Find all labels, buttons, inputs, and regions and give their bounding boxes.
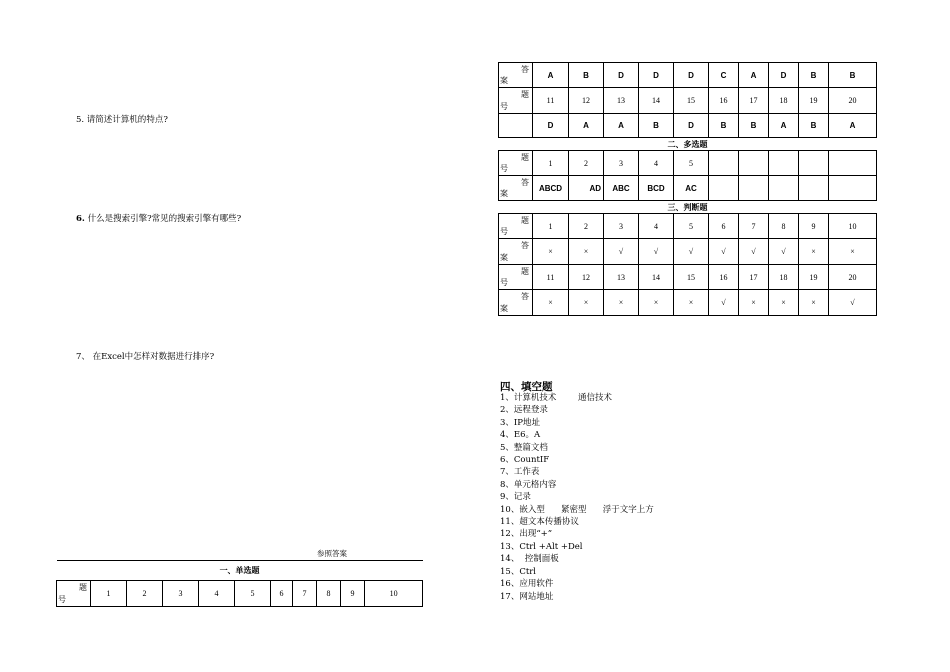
list-item: 3、IP地址: [500, 417, 540, 428]
table-cell: 1: [533, 214, 569, 239]
table-cell: 12: [569, 88, 604, 114]
table-cell: 13: [604, 88, 639, 114]
table-cell: ×: [569, 239, 604, 265]
table-cell: A: [604, 114, 639, 138]
table-cell: √: [674, 239, 709, 265]
table-cell: D: [533, 114, 569, 138]
table-cell: ×: [533, 290, 569, 316]
table-cell: 17: [739, 265, 769, 290]
table-cell: 19: [799, 88, 829, 114]
row-header-number: 题 号: [499, 214, 533, 239]
question-5: 5. 请简述计算机的特点?: [76, 115, 168, 125]
table-row: [499, 239, 877, 265]
fill-in-answer-list: [500, 392, 654, 603]
table-cell: 6: [271, 581, 293, 607]
table-cell: [499, 114, 533, 138]
table-cell: ×: [569, 290, 604, 316]
table-cell: 5: [674, 151, 709, 176]
table-cell: √: [639, 239, 674, 265]
table-cell: √: [829, 290, 877, 316]
table-cell: 3: [604, 151, 639, 176]
table-cell: 7: [293, 581, 317, 607]
section3-title: 三、判断题: [499, 201, 877, 214]
row-header-number: 题 号: [499, 265, 533, 290]
list-item: 11、超文本传播协议: [500, 517, 579, 528]
table-cell: 19: [799, 265, 829, 290]
table-cell: D: [769, 63, 799, 88]
row-header-number: 题 号: [499, 88, 533, 114]
table-cell: ×: [799, 290, 829, 316]
table-cell: 15: [674, 88, 709, 114]
table-cell: √: [739, 239, 769, 265]
table-cell: [709, 151, 739, 176]
list-item: 6、CountIF: [500, 455, 550, 466]
table-cell: 14: [639, 88, 674, 114]
table-cell: AC: [674, 176, 709, 201]
table-cell: 4: [639, 214, 674, 239]
table-cell: [829, 176, 877, 201]
list-item: 15、Ctrl: [500, 566, 537, 577]
table-cell: [829, 151, 877, 176]
table-cell: B: [799, 63, 829, 88]
table-row: [499, 151, 877, 176]
row-header-answer: 答 案: [499, 290, 533, 316]
list-item: 1、计算机技术 通信技术: [500, 393, 613, 403]
table-row: [499, 176, 877, 201]
table-row: [499, 63, 877, 88]
section2-title: 二、多选题: [499, 138, 877, 151]
table-cell: 2: [569, 151, 604, 176]
question-6-text: 什么是搜索引擎?常见的搜索引擎有哪些?: [84, 214, 242, 224]
table-cell: [769, 176, 799, 201]
table-cell: 18: [769, 88, 799, 114]
list-item: 17、网站地址: [500, 591, 554, 602]
table-cell: A: [533, 63, 569, 88]
single-choice-table-start: [56, 560, 423, 607]
table-cell: ABC: [604, 176, 639, 201]
table-cell: 3: [163, 581, 199, 607]
question-6-number: 6.: [76, 214, 85, 224]
table-cell: B: [569, 63, 604, 88]
table-cell: 10: [365, 581, 423, 607]
list-item: 2、远程登录: [500, 405, 548, 416]
table-cell: 9: [341, 581, 365, 607]
table-cell: ×: [739, 290, 769, 316]
table-cell: B: [799, 114, 829, 138]
table-cell: 15: [674, 265, 709, 290]
table-cell: 20: [829, 88, 877, 114]
table-cell: 4: [639, 151, 674, 176]
table-cell: 20: [829, 265, 877, 290]
list-item: 5、整篇文档: [500, 442, 548, 453]
table-cell: ×: [533, 239, 569, 265]
section1-title: 一、单选题: [57, 561, 423, 581]
list-item: 7、工作表: [500, 467, 540, 478]
table-cell: 4: [199, 581, 235, 607]
table-cell: ×: [769, 290, 799, 316]
table-cell: AD: [569, 176, 604, 201]
list-item: 8、单元格内容: [500, 479, 557, 490]
question-6: [76, 212, 241, 224]
table-cell: ×: [639, 290, 674, 316]
table-cell: [799, 176, 829, 201]
list-item: 12、出现“+”: [500, 529, 553, 540]
list-item: 13、Ctrl +Alt +Del: [500, 541, 583, 552]
table-cell: 10: [829, 214, 877, 239]
answer-table: [498, 62, 877, 316]
table-row: [499, 290, 877, 316]
list-item: 10、嵌入型 紧密型 浮于文字上方: [500, 504, 654, 515]
table-cell: D: [639, 63, 674, 88]
table-cell: B: [739, 114, 769, 138]
table-cell: 8: [317, 581, 341, 607]
table-cell: 6: [709, 214, 739, 239]
table-cell: √: [709, 239, 739, 265]
list-item: 14、 控制面板: [500, 554, 559, 565]
row-header-answer: 答 案: [499, 63, 533, 88]
table-cell: 3: [604, 214, 639, 239]
list-item: 9、记录: [500, 492, 531, 503]
table-row: [499, 88, 877, 114]
table-cell: [769, 151, 799, 176]
table-cell: ABCD: [533, 176, 569, 201]
section4-title: 四、填空题: [500, 381, 553, 393]
table-cell: √: [769, 239, 799, 265]
table-cell: 2: [127, 581, 163, 607]
table-cell: [709, 176, 739, 201]
row-header-answer: 答 案: [499, 176, 533, 201]
table-row: [499, 114, 877, 138]
table-row: [499, 265, 877, 290]
table-row: [499, 214, 877, 239]
table-cell: ×: [604, 290, 639, 316]
table-cell: B: [709, 114, 739, 138]
table-cell: 5: [674, 214, 709, 239]
table-cell: [739, 176, 769, 201]
table-cell: 9: [799, 214, 829, 239]
list-item: 4、E6。A: [500, 430, 541, 441]
table-cell: BCD: [639, 176, 674, 201]
table-cell: ×: [799, 239, 829, 265]
table-cell: 7: [739, 214, 769, 239]
table-cell: 14: [639, 265, 674, 290]
row-header-number: 题 号: [499, 151, 533, 176]
table-cell: D: [674, 114, 709, 138]
table-cell: A: [569, 114, 604, 138]
row-header-answer: 答 案: [499, 239, 533, 265]
table-row: [57, 581, 423, 607]
table-cell: 13: [604, 265, 639, 290]
table-cell: ×: [829, 239, 877, 265]
table-cell: [799, 151, 829, 176]
table-cell: 1: [91, 581, 127, 607]
answer-ref-title: 参照答案: [317, 549, 347, 558]
table-cell: √: [604, 239, 639, 265]
table-cell: 11: [533, 265, 569, 290]
table-cell: ×: [674, 290, 709, 316]
table-cell: D: [604, 63, 639, 88]
table-cell: 12: [569, 265, 604, 290]
table-cell: 18: [769, 265, 799, 290]
table-cell: 16: [709, 265, 739, 290]
table-cell: 11: [533, 88, 569, 114]
table-cell: [739, 151, 769, 176]
table-cell: B: [829, 63, 877, 88]
table-cell: A: [739, 63, 769, 88]
table-cell: A: [829, 114, 877, 138]
table-cell: 1: [533, 151, 569, 176]
table-cell: C: [709, 63, 739, 88]
question-7: 7、 在Excel中怎样对数据进行排序?: [76, 352, 215, 362]
table-cell: 8: [769, 214, 799, 239]
table-cell: √: [709, 290, 739, 316]
row-header-number: 题 号: [57, 581, 91, 607]
table-cell: 5: [235, 581, 271, 607]
table-cell: 16: [709, 88, 739, 114]
table-cell: 2: [569, 214, 604, 239]
table-cell: 17: [739, 88, 769, 114]
table-cell: A: [769, 114, 799, 138]
list-item: 16、应用软件: [500, 579, 554, 590]
table-cell: D: [674, 63, 709, 88]
table-cell: B: [639, 114, 674, 138]
